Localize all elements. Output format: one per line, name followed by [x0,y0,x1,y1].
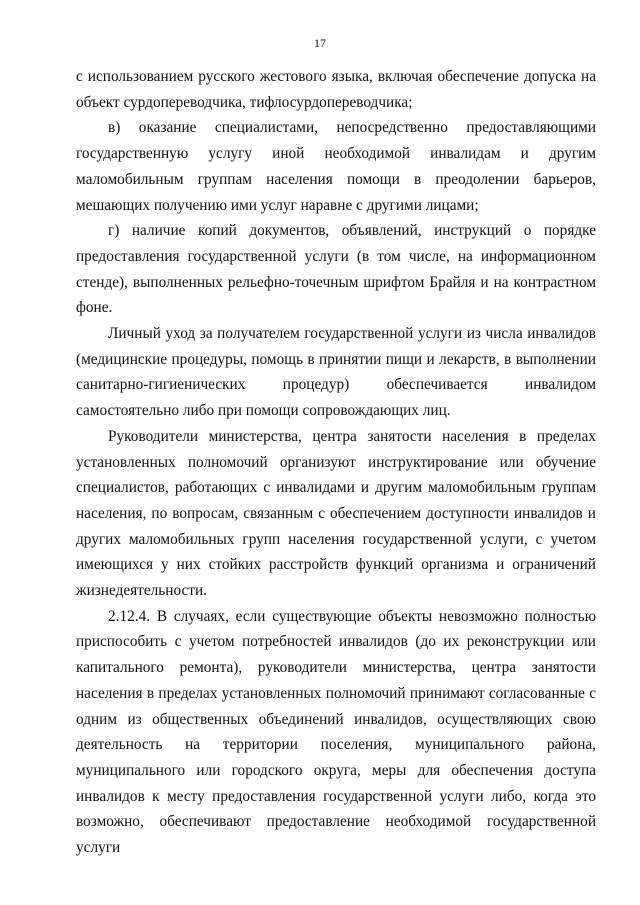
paragraph-5: Руководители министерства, центра занятости населения в пределах установленных полномочий организуют инструктирование или обучение специалистов, работающих с инвалидами и другим маломобильным группам населения, по вопросам, связанным с обеспечением доступности инвалидов и других маломобильных групп населения государственной услуги, с учетом имеющихся у них стойких расстройств функций организма и ограничений жизнедеятельности. [76,427,596,600]
paragraph-3: г) наличие копий документов, объявлений, инструкций о порядке предоставления государственной услуги (в том числе, на информационном стенде), выполненных рельефно-точечным шрифтом Брайля и на контрастном фоне. [76,222,596,317]
paragraph-2: в) оказание специалистами, непосредственно предоставляющими государственную услугу иной необходимой инвалидам и другим маломобильным группам населения помощи в преодолении барьеров, мешающих получению ими услуг наравне с другими лицами; [76,119,596,214]
paragraph-4: Личный уход за получателем государственной услуги из числа инвалидов (медицинские процедуры, помощь в принятии пищи и лекарств, в выполнении санитарно-гигиенических процедур) обеспечивается инвалидом самостоятельно либо при помощи сопровождающих лиц. [76,325,596,420]
document-body [76,64,596,861]
paragraph-1: с использованием русского жестового языка, включая обеспечение допуска на объект сурдопереводчика, тифлосурдопереводчика; [76,68,596,111]
page-number: 17 [314,36,326,50]
paragraph-6: 2.12.4. В случаях, если существующие объекты невозможно полностью приспособить с учетом потребностей инвалидов (до их реконструкции или капитального ремонта), руководители министерства, центра занятости населения в пределах установленных полномочий принимают согласованные с одним из общественных объединений инвалидов, осуществляющих свою деятельность на территории поселения, муниципального района, муниципального или городского округа, меры для обеспечения доступа инвалидов к месту предоставления государственной услуги либо, когда это возможно, обеспечивают предоставление необходимой государственной услуги [76,607,596,857]
